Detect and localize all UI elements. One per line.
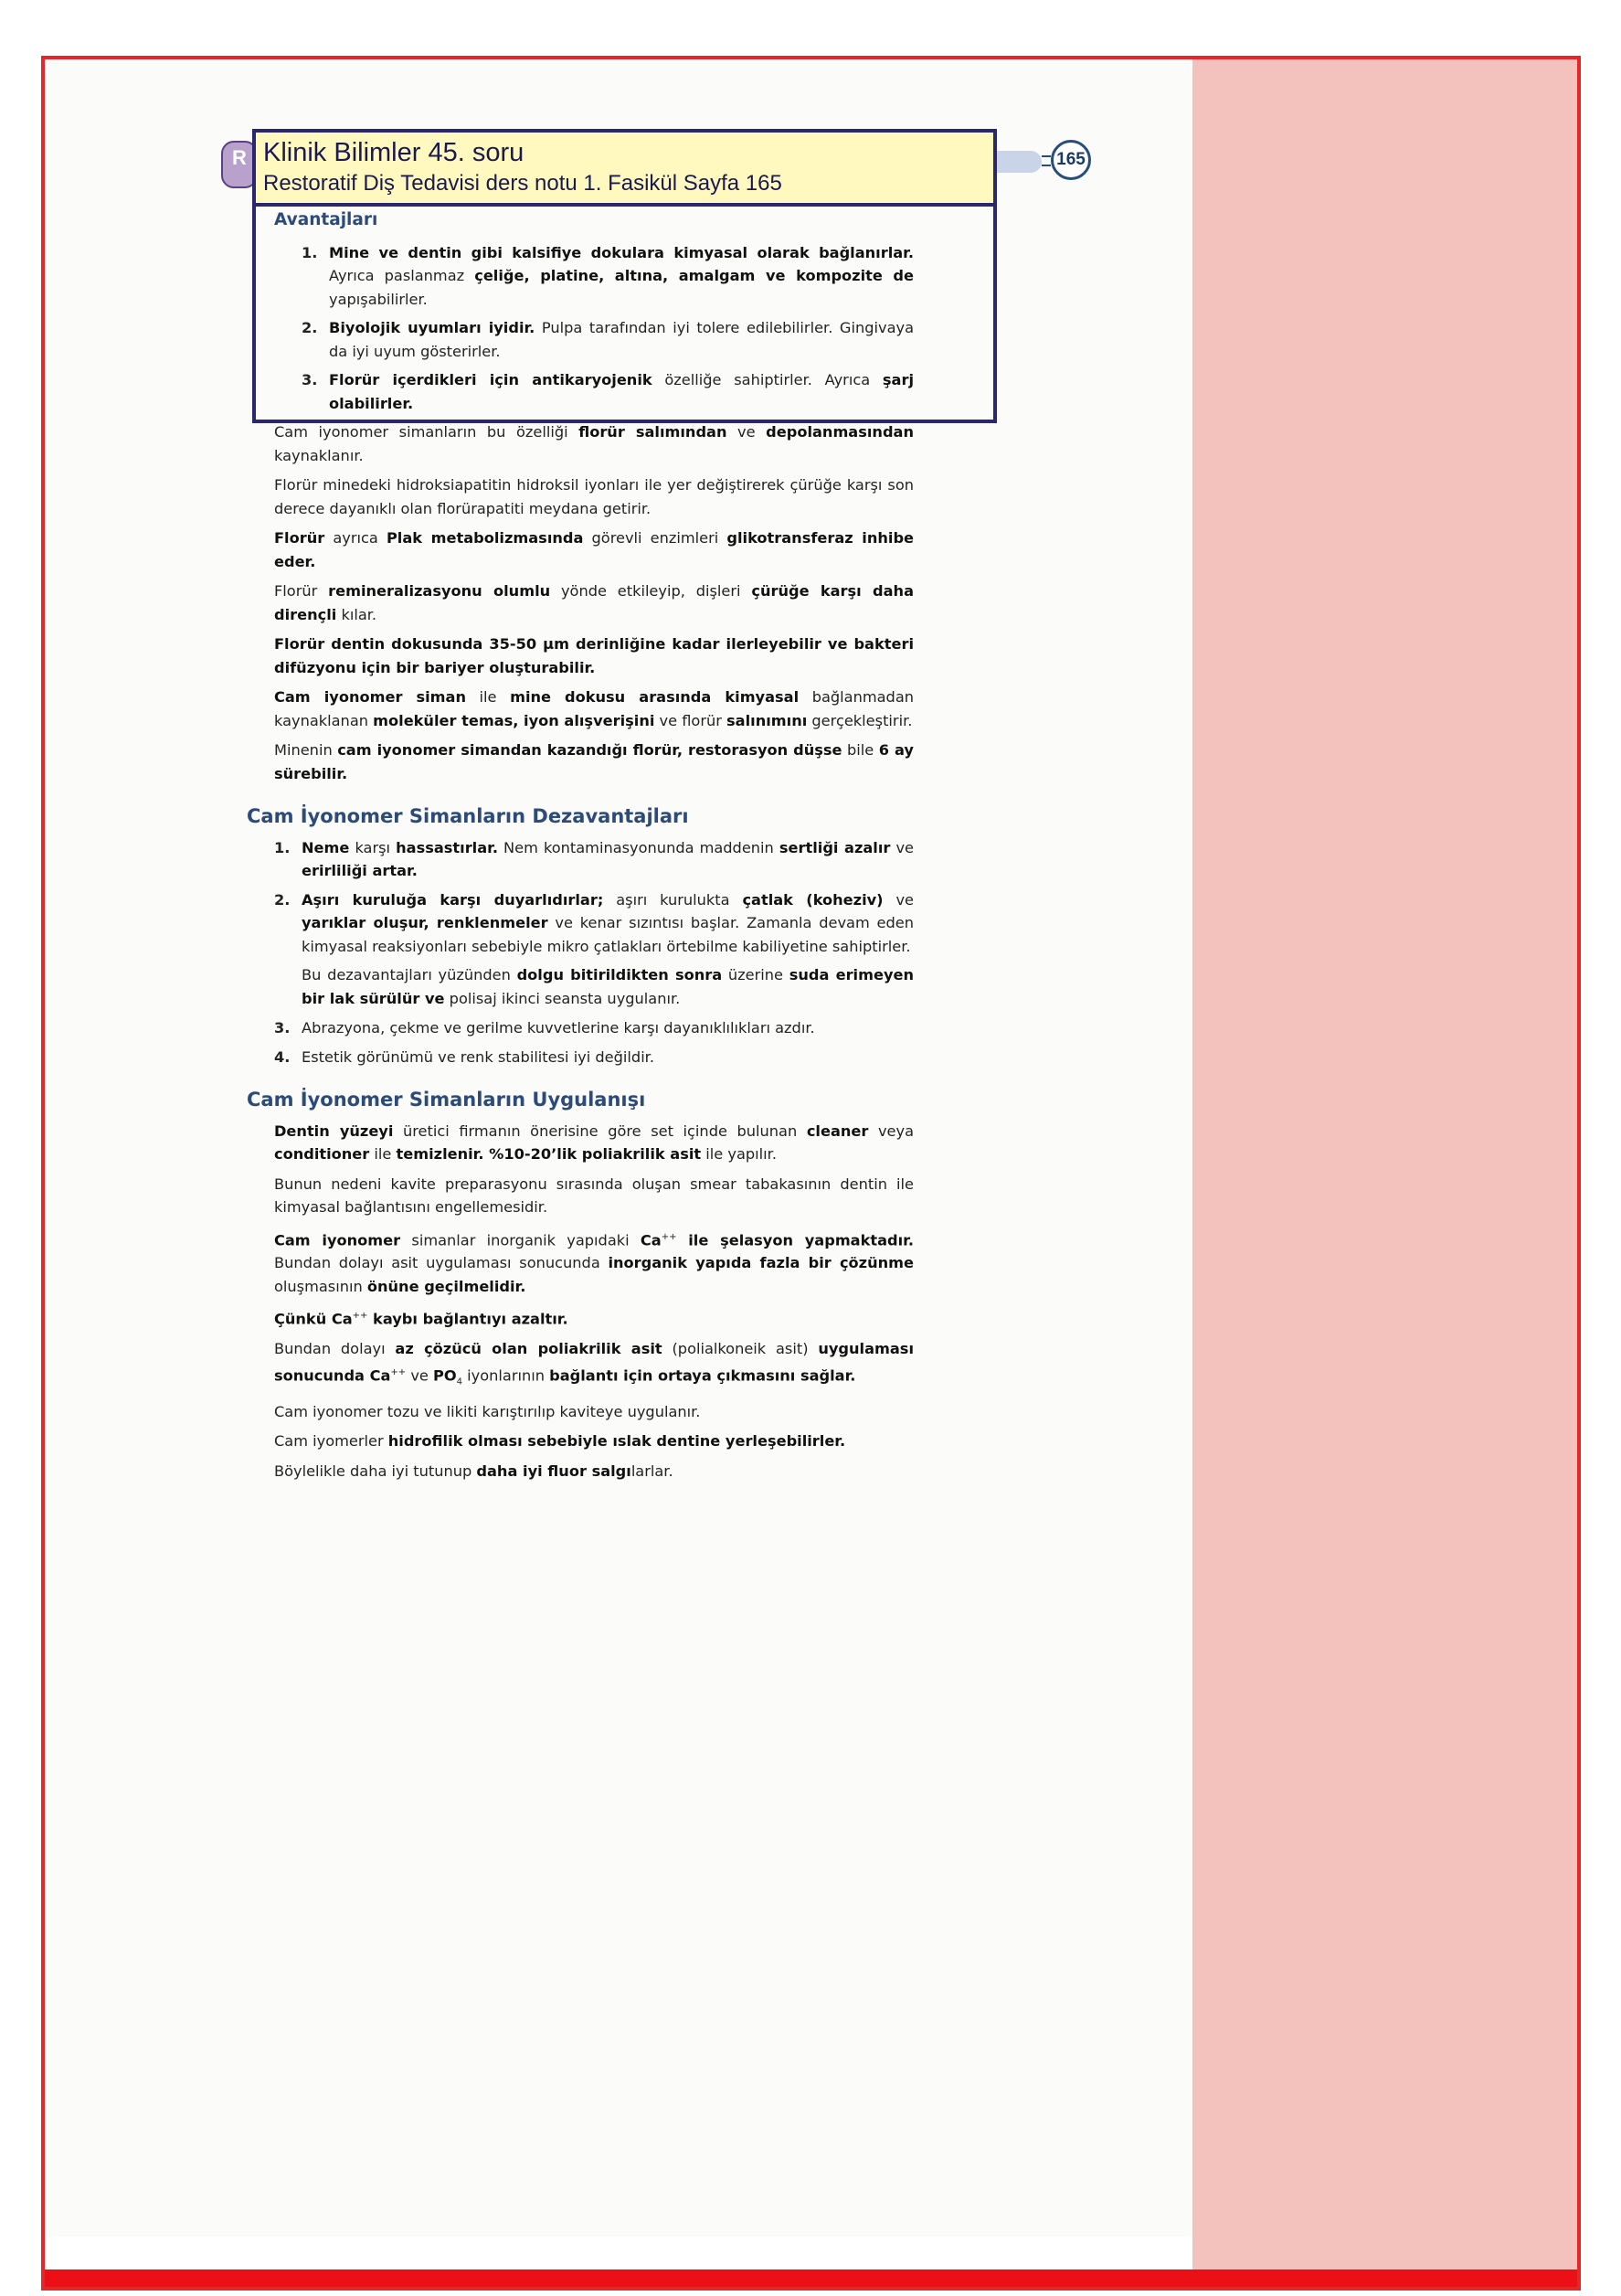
bottom-bar xyxy=(45,2269,1577,2287)
paragraph: Cam iyonomer siman ile mine dokusu arasında kimyasal bağlanmadan kaynaklanan moleküler temas, iyon alışverişini ve florür salınımını gerçekleştirir. xyxy=(274,688,914,729)
paragraph: Cam iyomerler hidrofilik olması sebebiyle ıslak dentine yerleşebilirler. xyxy=(274,1432,846,1451)
tooth-logo-icon: R xyxy=(221,141,258,188)
page-number: 165 xyxy=(1051,140,1091,180)
right-sidebar xyxy=(1192,59,1577,2287)
annotation-header xyxy=(256,133,993,207)
list-item: 4. Estetik görünümü ve renk stabilitesi iyi değildir. xyxy=(274,1047,655,1066)
paragraph: Cam iyonomer tozu ve likiti karıştırılıp kaviteye uygulanır. xyxy=(274,1402,701,1420)
annotation-subtitle: Restoratif Diş Tedavisi ders notu 1. Fasikül Sayfa 165 xyxy=(263,171,782,196)
list-item: 1. Mine ve dentin gibi kalsifiye dokulara kimyasal olarak bağlanırlar. Ayrıca paslanmaz çeliğe, platine, altına, amalgam ve kompozite de yapışabilirler. xyxy=(302,243,914,308)
paragraph: Böylelikle daha iyi tutunup daha iyi fluor salgılarlar. xyxy=(274,1462,673,1480)
paragraph: Cam iyonomer simanların bu özelliği florür salımından ve depolanmasından kaynaklanır. xyxy=(274,423,914,464)
paragraph: Florür dentin dokusunda 35-50 µm derinliğine kadar ilerleyebilir ve bakteri difüzyonu için bir bariyer oluşturabilir. xyxy=(274,635,914,676)
list-item: 3. Florür içerdikleri için antikaryojenik özelliğe sahiptirler. Ayrıca şarj olabilirler. xyxy=(302,371,914,412)
disadvantages-list xyxy=(274,836,914,959)
advantages-heading: Avantajları xyxy=(274,210,378,229)
paragraph: Florür minedeki hidroksiapatitin hidroksil iyonları ile yer değiştirerek çürüğe karşı son derece dayanıklı olan florürapatiti meydana getirir. xyxy=(274,476,914,517)
page-number-lines xyxy=(1042,155,1051,166)
paragraph: Florür remineralizasyonu olumlu yönde etkileyip, dişleri çürüğe karşı daha dirençli kılar. xyxy=(274,582,914,623)
list-item: 3. Abrazyona, çekme ve gerilme kuvvetlerine karşı dayanıklılıkları azdır. xyxy=(274,1019,815,1036)
list-item: 2. Aşırı kuruluğa karşı duyarlıdırlar; aşırı kurulukta çatlak (koheziv) ve yarıklar oluşur, renklenmeler ve kenar sızıntısı başlar. Zamanla devam eden kimyasal reaksiyonları sebebiyle mikro çatlakları örtebilme kabiliyetine sahiptirler. xyxy=(274,890,915,955)
paragraph: Florür ayrıca Plak metabolizmasında görevli enzimleri glikotransferaz inhibe eder. xyxy=(274,529,915,570)
disadvantages-note: Bu dezavantajları yüzünden dolgu bitirildikten sonra üzerine suda erimeyen bir lak sürülür ve polisaj ikinci seansta uygulanır. xyxy=(302,966,914,1007)
list-item: 2. Biyolojik uyumları iyidir. Pulpa tarafından iyi tolere edilebilirler. Gingivaya da iyi uyum gösterirler. xyxy=(302,319,914,360)
paragraph: Çünkü Ca++ kaybı bağlantıyı azaltır. xyxy=(274,1310,568,1328)
disadvantages-heading: Cam İyonomer Simanların Dezavantajları xyxy=(247,805,689,827)
question-annotation-box xyxy=(252,129,997,423)
paragraph: Bunun nedeni kavite preparasyonu sırasında oluşan smear tabakasının dentin ile kimyasal bağlantısını engellemesidir. xyxy=(274,1175,914,1216)
paragraph: Minenin cam iyonomer simandan kazandığı florür, restorasyon düşse bile 6 ay sürebilir. xyxy=(274,741,914,782)
list-item: 1. Neme karşı hassastırlar. Nem kontaminasyonunda maddenin sertliği azalır ve erirliliği artar. xyxy=(274,838,914,879)
paragraph: Cam iyonomer simanlar inorganik yapıdaki Ca++ ile şelasyon yapmaktadır. Bundan dolayı asit uygulaması sonucunda inorganik yapıda fazla bir çözünme oluşmasının önüne geçilmelidir. xyxy=(274,1230,914,1295)
disadvantages-list-cont xyxy=(274,1016,914,1068)
annotation-title: Klinik Bilimler 45. soru xyxy=(263,138,524,167)
paragraph: Dentin yüzeyi üretici firmanın önerisine göre set içinde bulunan cleaner veya conditioner ile temizlenir. %10-20’lik poliakrilik asit ile yapılır. xyxy=(274,1121,914,1163)
application-heading: Cam İyonomer Simanların Uygulanışı xyxy=(247,1089,646,1111)
paragraph: Bundan dolayı az çözücü olan poliakrilik asit (polialkoneik asit) uygulaması sonucunda Ca++ ve $PO_4$ iyonlarının bağlantı için ortaya çıkmasını sağlar. xyxy=(274,1340,914,1387)
